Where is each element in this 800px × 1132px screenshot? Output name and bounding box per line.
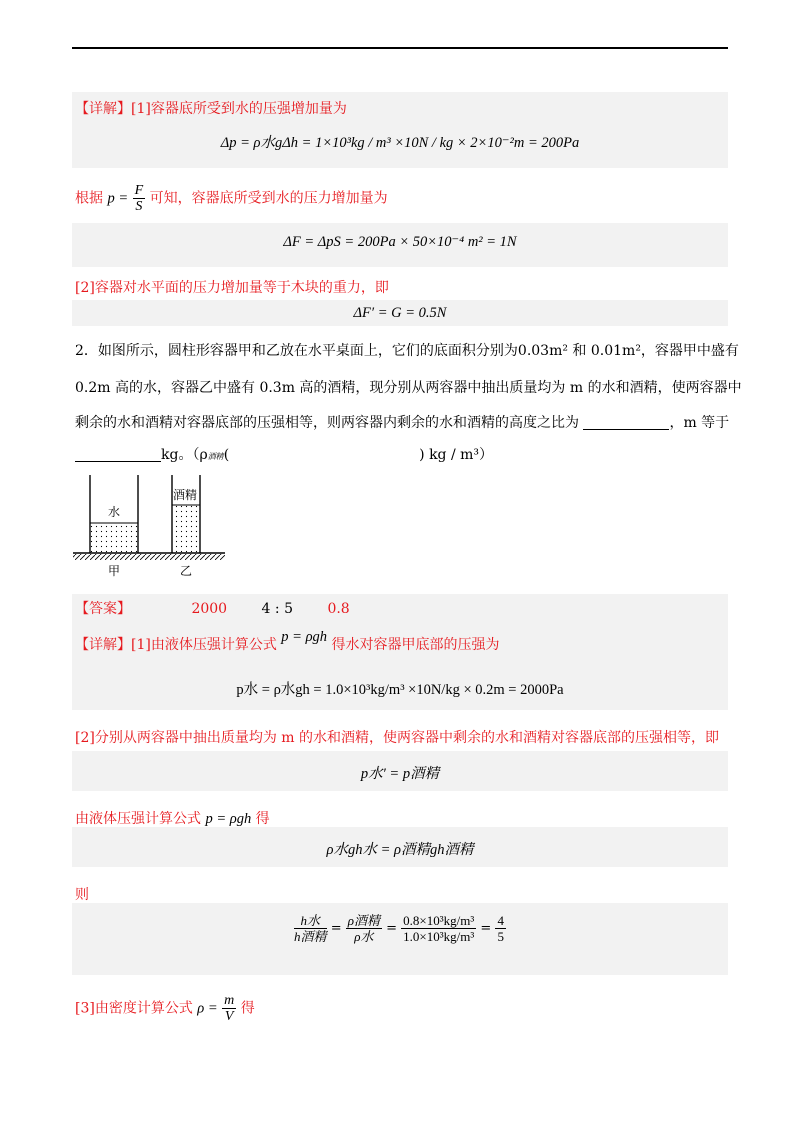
equation-weight: ΔF′ = G = 0.5N — [353, 305, 447, 321]
fraction-numerator: ρ酒精 — [347, 913, 380, 928]
fraction-denominator: ρ水 — [354, 929, 374, 944]
formula-segment: p = — [107, 190, 129, 207]
fraction-numerator: 0.8×10³kg/m³ — [403, 913, 475, 928]
equation-pressure-increase: Δp = ρ水gΔh = 1×10³kg / m³ ×10N / kg × 2×10⁻²m = 200Pa — [220, 135, 580, 151]
question-line — [75, 412, 729, 432]
fraction — [401, 913, 476, 944]
fraction-denominator: 1.0×10³kg/m³ — [403, 929, 475, 944]
fraction-numerator: h水 — [294, 913, 327, 929]
explanation-line: [2]分别从两容器中抽出质量均为 m 的水和酒精，使两容器中剩余的水和酒精对容器底部的压强相等，即 — [75, 730, 720, 746]
text-segment: 得 — [255, 811, 270, 827]
equation-height-ratio: $\frac{\text{h水}}{\text{h酒精}}$ = $\frac{\text{ρ酒精}}{\text{ρ水}}$ = $\frac{\text{0.8×10³kg/m³}}{\text{1.0×10³kg/m³}}$ = $\frac{4}{5}$ — [294, 913, 504, 944]
formula-segment: p = ρgh — [281, 629, 328, 645]
container-jia-label: 甲 — [108, 564, 121, 578]
fraction-denominator: 5 — [497, 929, 504, 944]
formula-segment: ρ = — [197, 1000, 218, 1017]
fraction-denominator: V — [224, 1009, 234, 1024]
question-line: 0.2m 高的水，容器乙中盛有 0.3m 高的酒精，现分别从两容器中抽出质量均为 m 的水和酒精，使两容器中 — [75, 380, 742, 396]
explanation-line — [75, 629, 500, 654]
answer-value-2: 4 : 5 — [261, 601, 293, 617]
answer-value-3: 0.8 — [327, 601, 350, 617]
fraction — [346, 913, 382, 944]
text-segment: 得水对容器甲底部的压强为 — [331, 637, 500, 653]
explanation-line — [75, 183, 388, 214]
text-segment: 剩余的水和酒精对容器底部的压强相等，则两容器内剩余的水和酒精的高度之比为 — [75, 415, 579, 431]
explanation-line — [75, 808, 270, 828]
text-segment: [3]由密度计算公式 — [75, 1000, 193, 1017]
subscript: 酒精 — [207, 452, 224, 461]
text-segment: 【详解】[1]由液体压强计算公式 — [75, 637, 277, 653]
question-line — [75, 444, 493, 464]
answer-value-1: 2000 — [191, 601, 228, 617]
answer-blank[interactable] — [583, 415, 669, 430]
fraction — [133, 183, 146, 214]
equation-density-height: ρ水gh水 = ρ酒精gh酒精 — [326, 842, 474, 858]
fraction-numerator: 4 — [497, 913, 504, 928]
fraction-numerator: m — [224, 993, 235, 1008]
text-segment: 根据 — [75, 190, 103, 207]
text-segment: kg。（ρ — [161, 447, 208, 463]
answer-label: 【答案】 — [75, 601, 131, 617]
explanation-line — [75, 993, 255, 1024]
equation-water-pressure: p水 = ρ水gh = 1.0×10³kg/m³ ×10N/kg × 0.2m = 2000Pa — [236, 682, 564, 698]
text-segment: ，m 等于 — [669, 415, 730, 431]
water-liquid — [90, 523, 138, 553]
fraction-denominator: h酒精 — [294, 929, 327, 944]
explanation-line: 【详解】[1]容器底所受到水的压强增加量为 — [75, 101, 347, 117]
answer-blank[interactable] — [75, 447, 161, 462]
water-label: 水 — [108, 505, 121, 519]
explanation-line: [2]容器对水平面的压力增加量等于木块的重力，即 — [75, 280, 389, 296]
text-segment: 得 — [240, 1000, 255, 1017]
fraction — [495, 913, 506, 944]
text-segment: ( — [223, 447, 230, 463]
fraction — [294, 913, 327, 944]
fraction-numerator: F — [134, 183, 144, 198]
fraction-denominator: S — [135, 199, 143, 214]
text-segment: 由液体压强计算公式 — [75, 811, 201, 827]
container-yi-label: 乙 — [180, 564, 193, 578]
text-segment: 可知，容器底所受到水的压力增加量为 — [149, 190, 388, 207]
text-segment: ) kg / m³） — [419, 447, 494, 463]
equation-force-increase: ΔF = ΔpS = 200Pa × 50×10⁻⁴ m² = 1N — [283, 234, 517, 250]
formula-segment: p = ρgh — [205, 811, 252, 827]
question-line: 2．如图所示，圆柱形容器甲和乙放在水平桌面上，它们的底面积分别为0.03m² 和 0.01m²，容器甲中盛有 — [75, 343, 739, 359]
explanation-line: 则 — [75, 887, 89, 903]
fraction — [222, 993, 236, 1024]
equation-equal-pressure: p水′ = p酒精 — [360, 766, 440, 782]
containers-figure — [70, 470, 230, 580]
header-rule — [72, 47, 728, 49]
alcohol-liquid — [172, 505, 200, 553]
alcohol-label: 酒精 — [173, 488, 198, 502]
answer-line — [75, 598, 350, 618]
